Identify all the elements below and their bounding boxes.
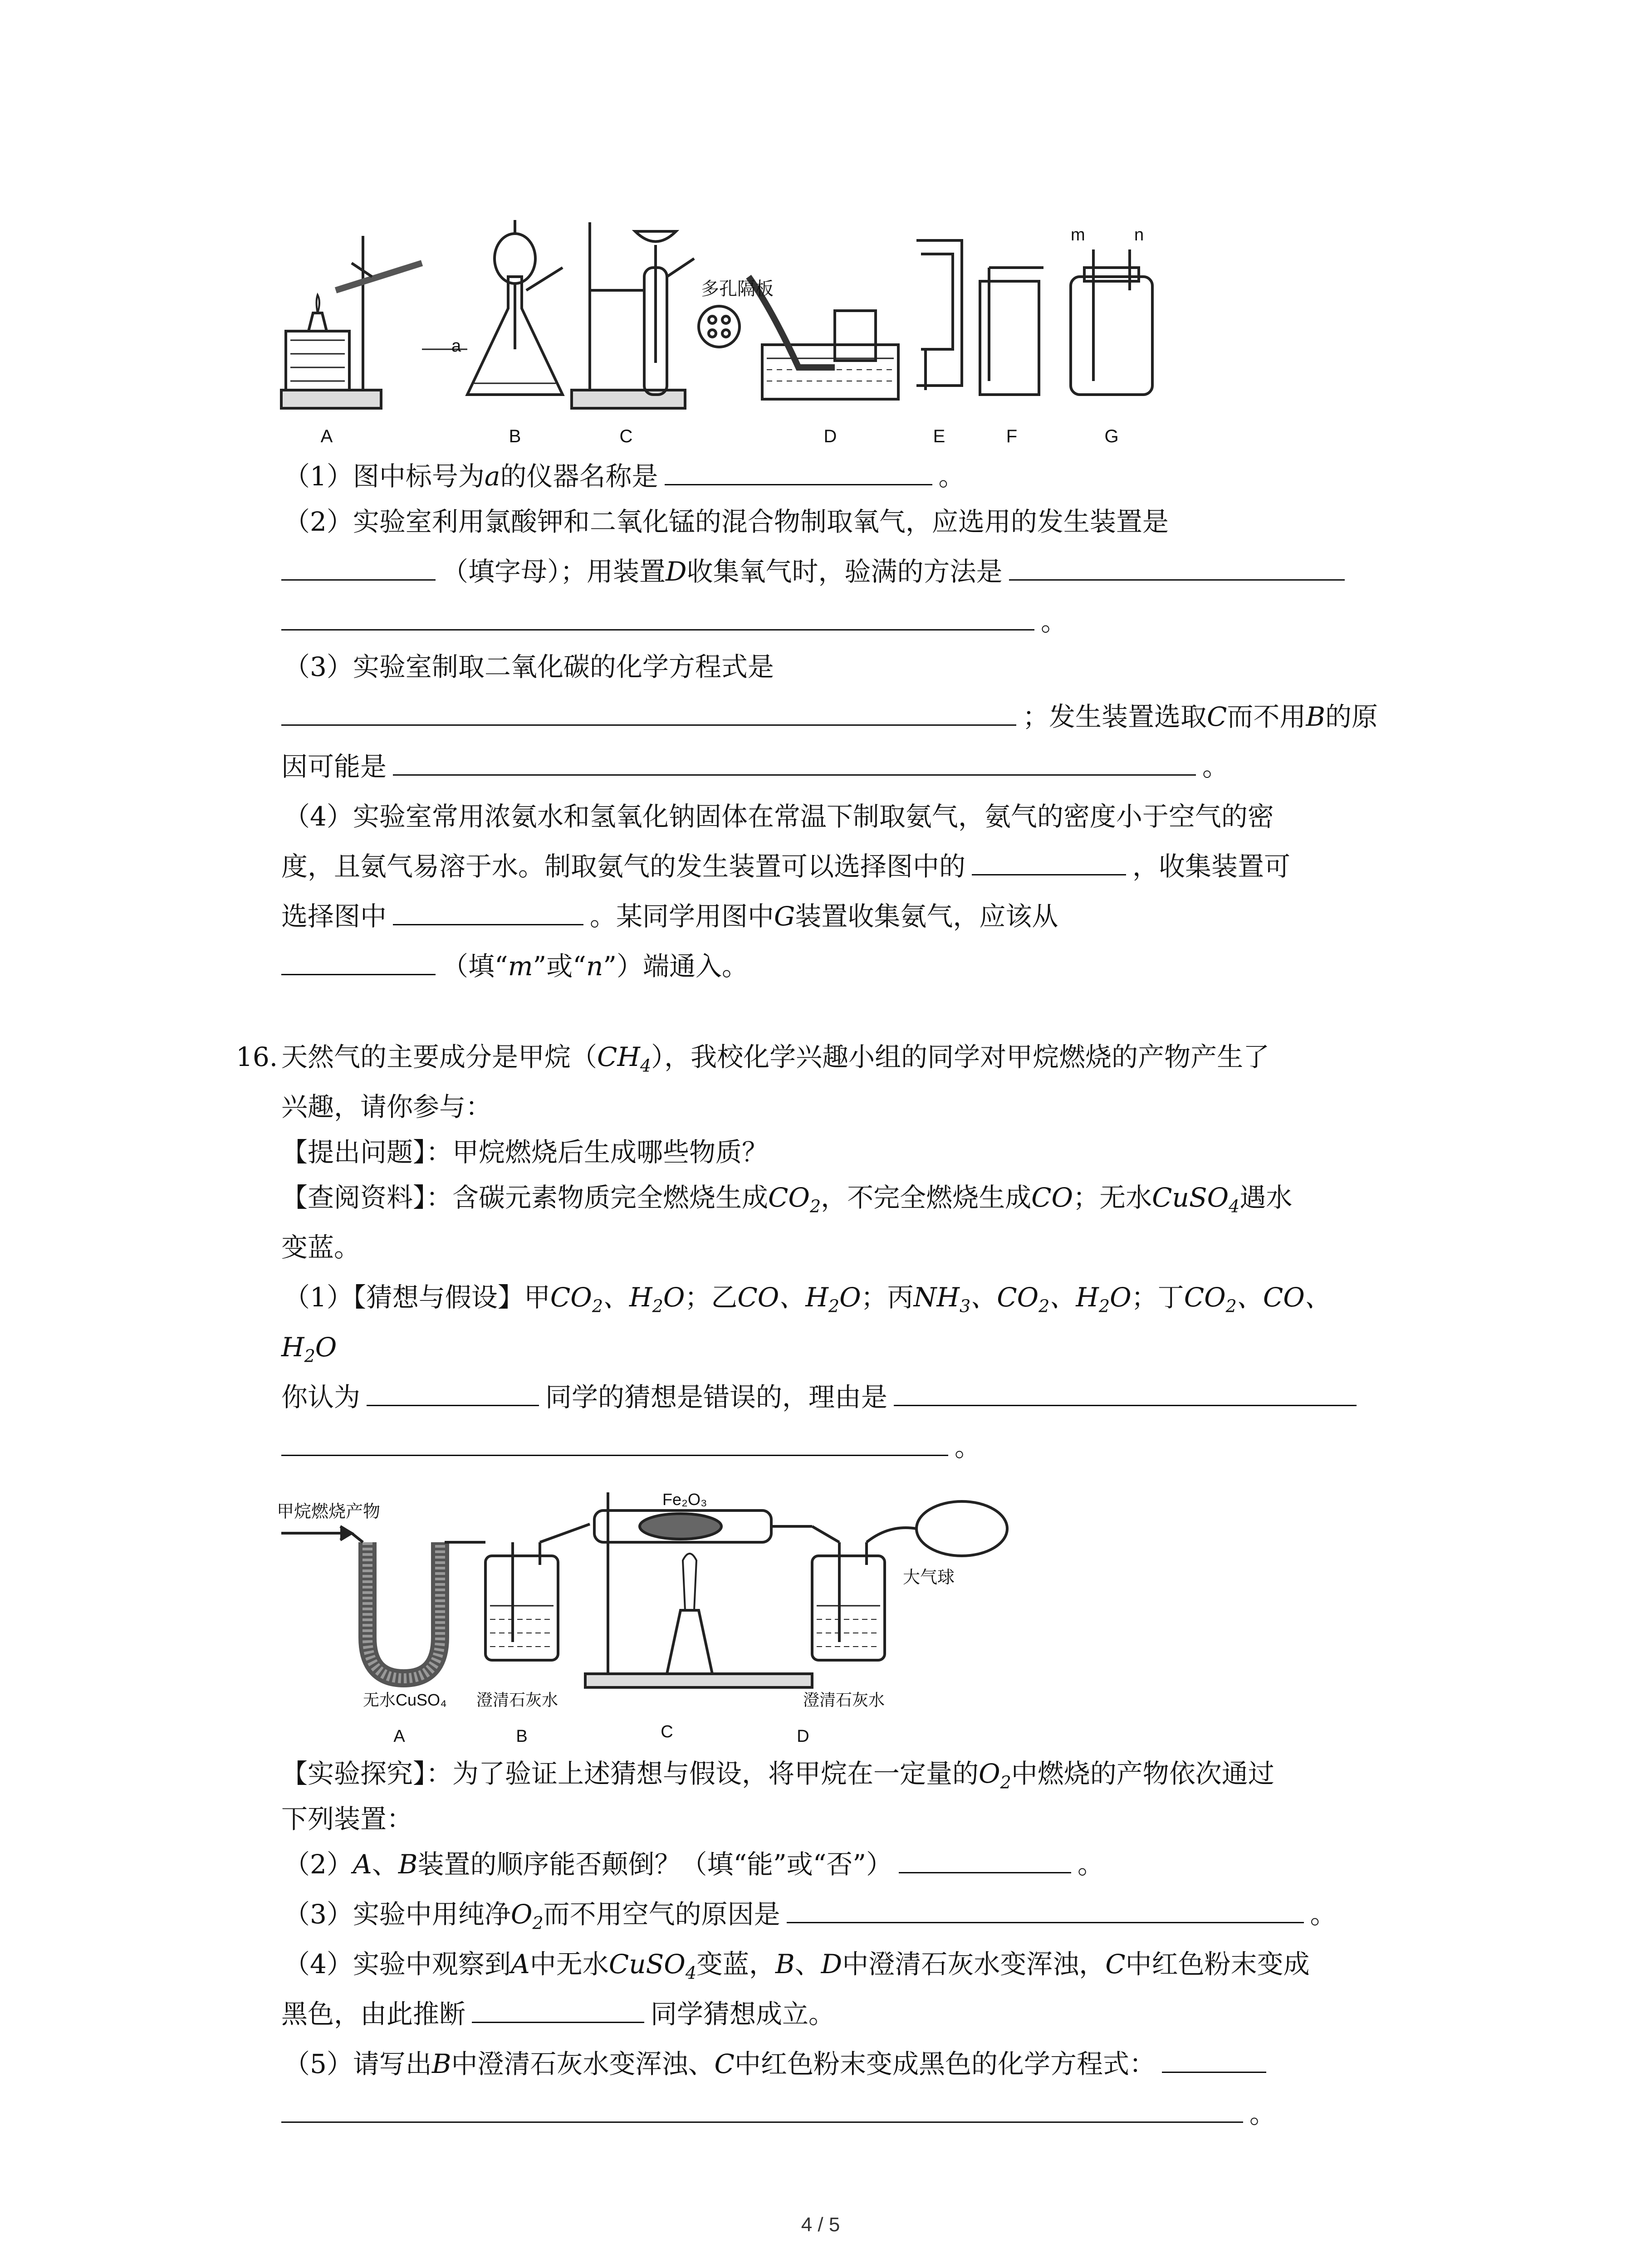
fig1-label-G: G [1104,426,1119,446]
q16-experiment-intro: 【实验探究】：为了验证上述猜想与假设，将甲烷在一定量的$O_2$中燃烧的产物依次通过 [281,1758,1274,1793]
q16-q1-answer: 你认为 同学的猜想是错误的，理由是 [281,1379,1363,1415]
experiment-figure [272,1492,1089,1746]
limewater-d-label: 澄清石灰水 [803,1691,885,1709]
fig1-label-A: A [320,426,333,446]
answer-blank[interactable] [393,899,583,925]
q15-part3-line2: ；发生装置选取C而不用B的原 [281,699,1378,735]
q16-part3: （3）实验中用纯净$O_2$而不用空气的原因是 。 [284,1896,1337,1941]
product-label: 甲烷燃烧产物 [277,1502,381,1521]
q15-part4-line3: 选择图中 。某同学用图中G装置收集氨气，应该从 [281,898,1058,934]
q16-part4-line2: 黑色，由此推断 同学猜想成立。 [281,1996,835,2032]
q15-part2-line3: 。 [281,603,1067,640]
q15-part3: （3）实验室制取二氧化碳的化学方程式是 [284,651,774,682]
answer-blank[interactable] [281,604,1034,631]
fig1-label-D: D [823,426,837,446]
label-a: a [451,337,461,356]
label-n: n [1134,225,1144,244]
fig2-label-D: D [797,1727,809,1746]
cuso4-label: 无水CuSO₄ [363,1691,447,1709]
fig2-label-A: A [393,1727,405,1746]
q16-line1: 天然气的主要成分是甲烷$(CH_4)$，我校化学兴趣小组的同学对甲烷燃烧的产物产生了 [281,1041,1270,1076]
answer-blank[interactable] [894,1379,1357,1406]
q16-q1-answer-line2: 。 [281,1429,981,1465]
q16-part2: （2）A、B装置的顺序能否颠倒？（填“能”或“否”） 。 [284,1846,1104,1882]
answer-blank[interactable] [787,1897,1304,1923]
answer-blank[interactable] [281,2096,1243,2123]
fig2-label-B: B [516,1727,528,1746]
q15-part4-line4: （填“m”或“n”）端通入。 [281,948,748,984]
q15-part2-line2: （填字母）；用装置D收集氧气时，验满的方法是 [281,553,1351,590]
answer-blank[interactable] [281,948,436,975]
q15-part4-line2: 度，且氨气易溶于水。制取氨气的发生装置可以选择图中的 ，收集装置可 [281,848,1290,885]
label-m: m [1071,225,1085,244]
fig1-label-F: F [1006,426,1018,446]
q16-experiment-intro2: 下列装置： [281,1804,413,1834]
limewater-b-label: 澄清石灰水 [476,1691,558,1709]
q16-hypotheses: （1）【猜想与假设】甲$CO_2$、$H_2O$；乙CO、$H_2O$；丙$NH_3$、$CO_2$、$H_2O$；丁$CO_2$、CO、 [284,1282,1331,1316]
q15-part3-line3: 因可能是 。 [281,748,1229,785]
q16-line3: 【提出问题】：甲烷燃烧后生成哪些物质？ [281,1137,769,1168]
answer-blank[interactable] [281,699,1016,726]
apparatus-figure [272,213,1225,449]
answer-blank[interactable] [281,554,436,581]
q16-line5: 变蓝。 [281,1232,361,1263]
q15-part2: （2）实验室利用氯酸钾和二氧化锰的混合物制取氧气，应选用的发生装置是 [284,506,1169,537]
fig1-label-C: C [619,426,633,446]
answer-blank[interactable] [1162,2046,1266,2073]
question-number: 16. [236,1041,278,1072]
fig1-label-B: B [509,426,521,446]
q16-line4: 【查阅资料】：含碳元素物质完全燃烧生成$CO_2$，不完全燃烧生成CO；无水CuSO$_4$遇水 [281,1182,1293,1217]
answer-blank[interactable] [393,749,1196,776]
q15-part4: （4）实验室常用浓氨水和氢氧化钠固体在常温下制取氨气，氨气的密度小于空气的密 [284,801,1274,832]
answer-blank[interactable] [472,1996,644,2023]
answer-blank[interactable] [665,459,932,485]
balloon-label: 大气球 [903,1568,955,1587]
q16-part4: （4）实验中观察到A中无水CuSO$_4$变蓝，B、D中澄清石灰水变浑浊，C中红色粉末变成 [284,1949,1310,1983]
fig1-label-E: E [933,426,945,446]
answer-blank[interactable] [281,1429,948,1456]
fig2-label-C: C [661,1722,673,1741]
answer-blank[interactable] [367,1379,539,1406]
answer-blank[interactable] [899,1847,1071,1873]
q16-part5: （5）请写出B中澄清石灰水变浑浊、C中红色粉末变成黑色的化学方程式： [284,2046,1273,2082]
page-number: 4 / 5 [801,2214,840,2236]
q16-part5-line2: 。 [281,2096,1276,2132]
fe2o3-label: Fe₂O₃ [662,1492,707,1509]
plate-label: 多孔隔板 [701,279,774,299]
q16-line2: 兴趣，请你参与： [281,1091,492,1122]
answer-blank[interactable] [972,849,1126,875]
q16-hypotheses-cont: $H_2O$ [281,1332,337,1366]
q15-part1: （1）图中标号为a的仪器名称是 。 [284,458,965,494]
answer-blank[interactable] [1009,554,1345,581]
